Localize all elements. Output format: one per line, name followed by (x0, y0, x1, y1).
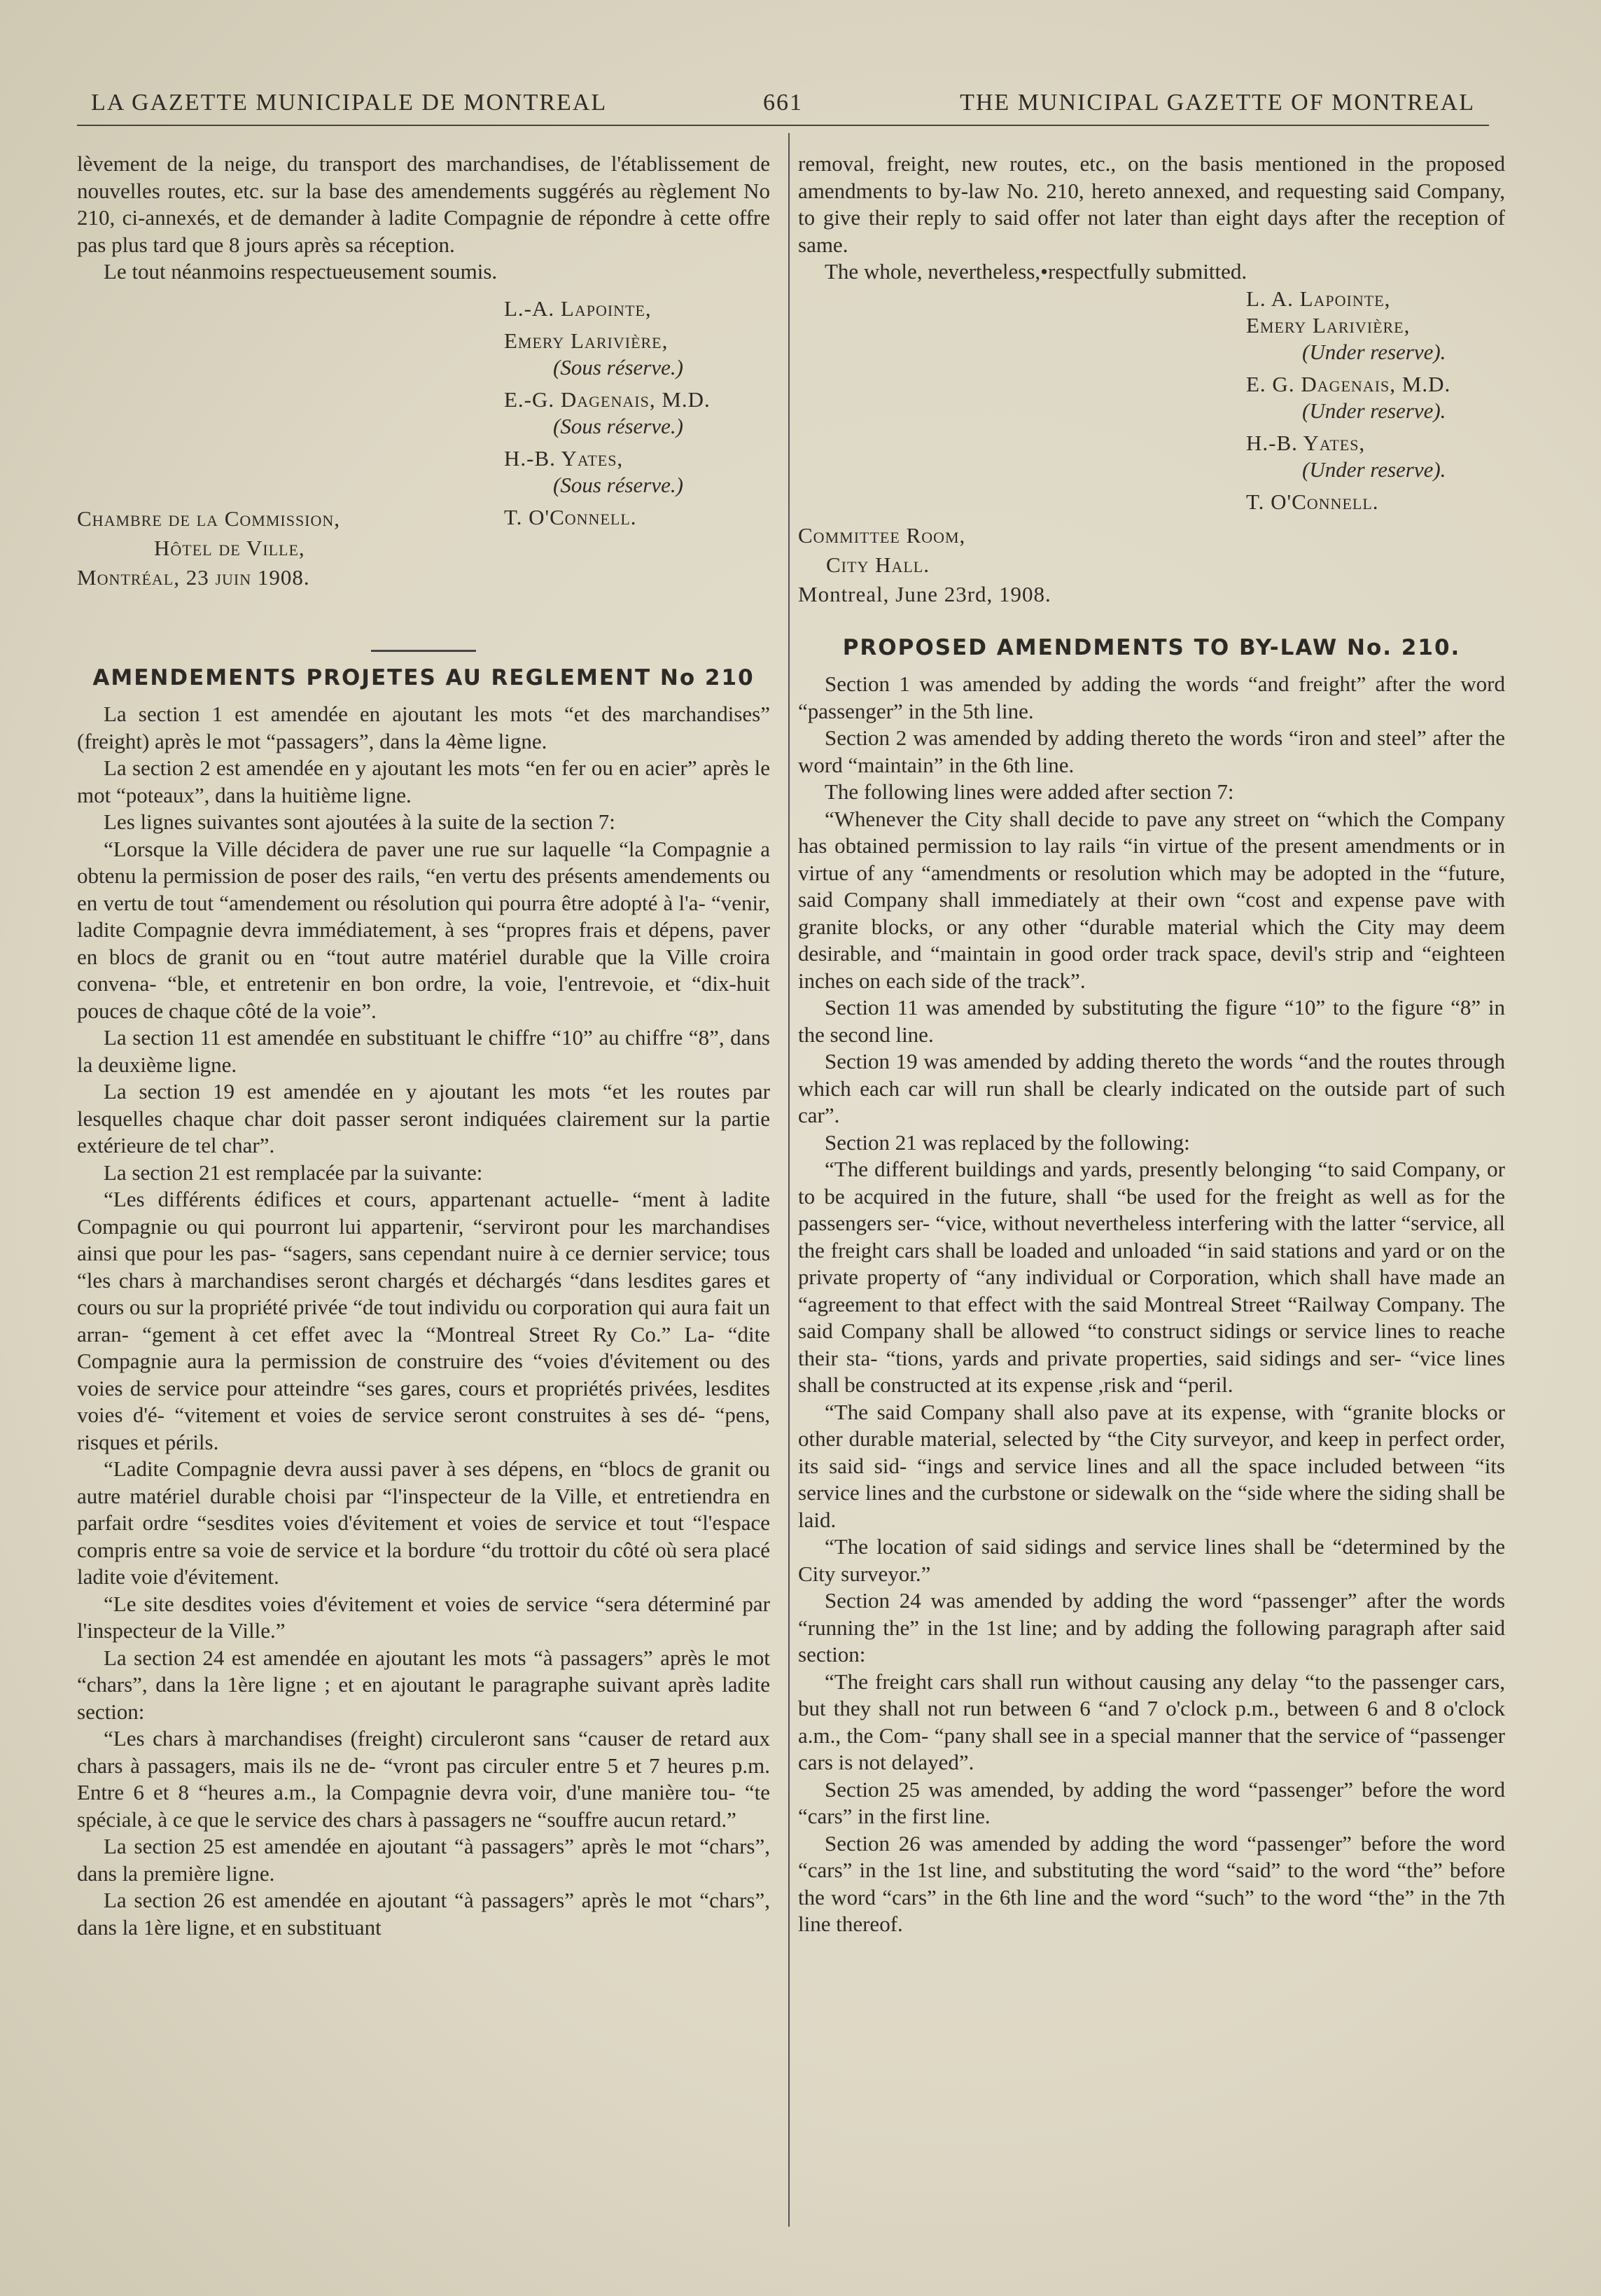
french-section-title: AMENDEMENTS PROJETES AU REGLEMENT No 210 (92, 665, 755, 690)
english-paragraph: Section 2 was amended by adding thereto the words “iron and steel” after the word “maintain” in the 6th line. (798, 725, 1505, 777)
french-paragraph: “Les différents édifices et cours, appartenant actuelle- “ment à ladite Compagnie ou qui pourront lui appartenir, “serviront pour les marchandises ainsi que pour les pas- “sagers, sans cependant nuire à ce dernier service; tous “les chars à marchandises seront chargés et déchargés “dans lesdites gares et cours ou sur la propriété privée “de tout individu ou corporation qui aura fait un arran- “gement à cet effet avec la “Montreal Street Ry Co.” La- “dite Compagnie aura la permission de construire des “voies d'évitement ou des voies de service pour atteindre “ses gares, cours et propriétés privées, lesdites voies d'é- “vitement et voies de service seront construites à ses dé- “pens, risques et périls. (77, 1187, 770, 1454)
french-signature: E.-G. Dagenais, M.D. (504, 387, 711, 412)
english-signature-note: (Under reserve). (1302, 457, 1446, 482)
english-intro: removal, freight, new routes, etc., on the basis mentioned in the proposed amendments to by-law No. 210, hereto annexed, and requesting said Company, to give their reply to said offer not later than eight days after the reception of same. (798, 151, 1505, 257)
english-paragraph: “The said Company shall also pave at its expense, with “granite blocks or other durable material, selected by “the City surveyor, and keep in perfect order, its said sid- “ings and service lines and all the space included between “its service lines and the curbstone or sidewalk on the “side where the siding shall be laid. (798, 1399, 1505, 1532)
english-paragraph: “The location of said sidings and service lines shall be “determined by the City surveyor.” (798, 1534, 1505, 1586)
english-paragraph: Section 21 was replaced by the following: (825, 1129, 1190, 1155)
french-paragraph: La section 25 est amendée en ajoutant “à passagers” après le mot “chars”, dans la première ligne. (77, 1834, 770, 1886)
english-paragraph: The following lines were added after section 7: (825, 779, 1234, 804)
french-paragraph: Les lignes suivantes sont ajoutées à la suite de la section 7: (104, 809, 615, 834)
running-header (91, 90, 1475, 125)
french-paragraph: “Le site desdites voies d'évitement et voies de service “sera déterminé par l'inspecteur de la Ville.” (77, 1591, 770, 1643)
english-signature: L. A. Lapointe, (1246, 286, 1391, 311)
english-paragraph: “Whenever the City shall decide to pave any street on “which the Company has obtained permission to lay rails “in virtue of the present amendments or in virtue of any “amendments or resolution which may be adopted in the “future, said Company shall immediately at their own “cost and expense pave with granite blocks, or any other “durable material which the City may deem desirable, and “maintain in good order track space, devil's strip and “eighteen inches on each side of the track”. (798, 806, 1505, 993)
french-paragraph: La section 24 est amendée en ajoutant les mots “à passagers” après le mot “chars”, dans la 1ère ligne ; et en ajoutant le paragraphe suivant après ladite section: (77, 1645, 770, 1724)
french-paragraph: La section 1 est amendée en ajoutant les mots “et des marchandises” (freight) après le mot “passagers”, dans la 4ème ligne. (77, 702, 770, 753)
header-rule (77, 125, 1489, 126)
french-place-line: Montréal, 23 juin 1908. (77, 564, 310, 590)
page-number: 661 (763, 90, 803, 116)
english-signature: T. O'Connell. (1246, 489, 1379, 514)
english-place-line: Committee Room, (798, 522, 966, 548)
french-paragraph: “Les chars à marchandises (freight) circuleront sans “causer de retard aux chars à passagers, mais ils ne de- “vront pas circuler entre 5 et 7 heures p.m. Entre 6 et 8 “heures a.m., la Compagnie devra voir, d'une manière tou- “te spéciale, à ce que le service des chars à passagers ne “souffre aucun retard.” (77, 1726, 770, 1832)
english-paragraph: Section 1 was amended by adding the words “and freight” after the word “passenger” in the 5th line. (798, 672, 1505, 723)
french-signature: Emery Larivière, (504, 328, 669, 353)
french-paragraph: “Ladite Compagnie devra aussi paver à ses dépens, en “blocs de granit ou autre matériel durable choisi par “l'inspecteur de la Ville, et entretiendra en parfait ordre “sesdites voies d'évitement et voies de service et tout “l'espace compris entre sa voie de service et la bordure “du trottoir du côté où sera placé ladite voie d'évitement. (77, 1456, 770, 1589)
english-place-line: City Hall. (826, 552, 930, 577)
french-place-line: Chambre de la Commission, (77, 506, 341, 531)
french-column (77, 151, 770, 1941)
english-signature: E. G. Dagenais, M.D. (1246, 371, 1451, 396)
english-paragraph: “The freight cars shall run without causing any delay “to the passenger cars, but they shall not run between 6 “and 7 o'clock p.m., between 6 and 8 o'clock a.m., the Com- “pany shall see in a special manner that the service of “passenger cars is not delayed”. (798, 1669, 1505, 1774)
header-french-title: LA GAZETTE MUNICIPALE DE MONTREAL (91, 90, 608, 116)
english-signature-note: (Under reserve). (1302, 339, 1446, 364)
english-signature: Emery Larivière, (1246, 312, 1411, 338)
french-signature: T. O'Connell. (504, 504, 637, 529)
column-divider (788, 133, 790, 2227)
french-paragraph: La section 11 est amendée en substituant le chiffre “10” au chiffre “8”, dans la deuxième ligne. (77, 1025, 770, 1077)
french-signature-note: (Sous réserve.) (553, 413, 683, 438)
english-section-title: PROPOSED AMENDMENTS TO BY-LAW No. 210. (842, 634, 1461, 660)
french-place-line: Hôtel de Ville, (154, 535, 305, 560)
french-closing: Le tout néanmoins respectueusement soumis. (104, 259, 498, 284)
french-paragraph: La section 2 est amendée en y ajoutant les mots “en fer ou en acier” après le mot “poteaux”, dans la huitième ligne. (77, 756, 770, 807)
english-paragraph: Section 25 was amended, by adding the word “passenger” before the word “cars” in the first line. (798, 1776, 1505, 1828)
english-paragraph: Section 11 was amended by substituting the figure “10” to the figure “8” in the second line. (798, 995, 1505, 1047)
english-closing: The whole, nevertheless,•respectfully submitted. (825, 259, 1247, 284)
section-rule (371, 650, 476, 652)
french-signature: L.-A. Lapointe, (504, 295, 652, 321)
french-paragraph: La section 21 est remplacée par la suivante: (104, 1160, 483, 1185)
english-place-line: Montreal, June 23rd, 1908. (798, 581, 1051, 606)
english-place (798, 521, 1505, 609)
french-signature: H.-B. Yates, (504, 445, 624, 471)
english-signature: H.-B. Yates, (1246, 430, 1366, 455)
english-signature-note: (Under reserve). (1302, 398, 1446, 423)
french-signature-note: (Sous réserve.) (553, 354, 683, 380)
french-intro: lèvement de la neige, du transport des marchandises, de l'établissement de nouvelles routes, etc. sur la base des amendements suggérés au règlement No 210, ci-annexés, et de demander à ladite Compagnie de répondre à cette offre pas plus tard que 8 jours après sa réception. (77, 151, 770, 257)
english-paragraph: “The different buildings and yards, presently belonging “to said Company, or to be acquired in the future, shall “be used for the freight as well as for the passengers ser- “vice, without nevertheless interfering with the latter “service, all the freight cars shall be loaded and unloaded “in said stations and yard or on the private property of “any individual or Corporation, which shall have made an “agreement to that effect with the said Montreal Street “Railway Company. The said Company shall be allowed “to construct sidings or service lines to reache their sta- “tions, yards and private properties, said sidings and ser- “vice lines shall be constructed at its expense ,risk and “peril. (798, 1157, 1505, 1397)
french-signature-note: (Sous réserve.) (553, 472, 683, 497)
french-paragraph: “Lorsque la Ville décidera de paver une rue sur laquelle “la Compagnie a obtenu la permission de poser des rails, “en vertu des présents amendements ou en vertu de tout “amendement ou résolution qui pourra être adopté à l'a- “venir, ladite Compagnie devra immédiatement, à ses “propres frais et dépens, paver en blocs de granit ou en “tout autre matériel durable que la Ville croira convena- “ble, et entretenir en bon ordre, la voie, l'entrevoie, et “dix-huit pouces de chaque côté de la voie”. (77, 836, 770, 1023)
english-column (798, 151, 1505, 1938)
french-paragraph: La section 26 est amendée en ajoutant “à passagers” après le mot “chars”, dans la 1ère ligne, et en substituant (77, 1888, 770, 1940)
english-paragraph: Section 26 was amended by adding the word “passenger” before the word “cars” in the 1st line, and substituting the word “said” to the word “the” before the word “cars” in the 6th line and the word “such” to the word “the” in the 7th line thereof. (798, 1830, 1505, 1936)
french-paragraph: La section 19 est amendée en y ajoutant les mots “et les routes par lesquelles chaque char doit passer seront indiquées clairement sur la partie extérieure de tel char”. (77, 1079, 770, 1157)
english-paragraph: Section 19 was amended by adding thereto the words “and the routes through which each car will run shall be clearly indicated on the outside part of such car”. (798, 1049, 1505, 1127)
english-paragraph: Section 24 was amended by adding the word “passenger” after the words “running the” in the 1st line; and by adding the following paragraph after said section: (798, 1588, 1505, 1667)
french-place (77, 504, 340, 592)
header-english-title: THE MUNICIPAL GAZETTE OF MONTREAL (960, 90, 1475, 116)
